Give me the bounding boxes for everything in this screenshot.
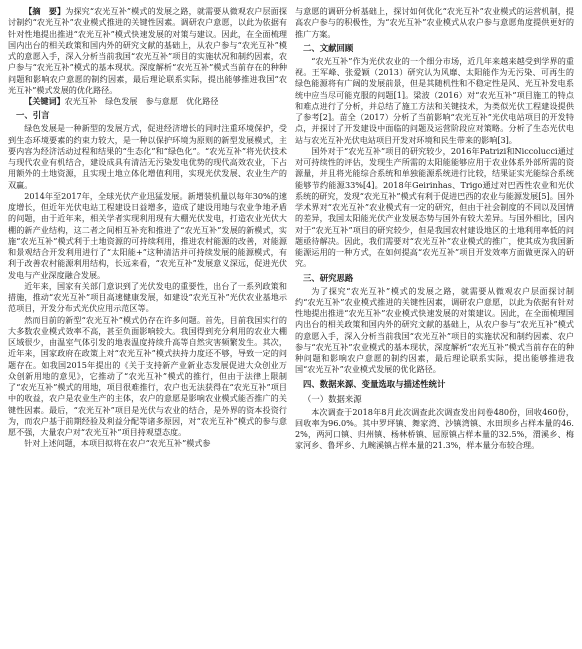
left-column xyxy=(8,6,287,645)
abstract-label: 【摘 要】 xyxy=(24,6,66,16)
intro-paragraph-4: 然而目前的新型“农光互补”模式仍存在许多问题。首先，目前我国实行的大多数农业模式效率不高，甚至负面影响较大。我国得到充分利用的农业大棚区域很少，由温室气体引发的地表温度持续升高等自然灾害频繁发生。其次，近年来，国家政府在政策上对“农光互补”模式扶持力度还不够，导致一定的问题存在。如我国2015年提出的《关于支持新产业新业态发展促进大众创业万众创新用地的意见》，它推动了“农光互补”模式的推行，但由于法律上限制了“农光互补”模式的用地，项目很难推行，农户也无法获得在“农光互补”项目中的收益，农户是农业生产的主体，农户的意愿是影响农业模式能否推广的关键性因素。最后，“农光互补”项目是光伏与农业的结合，是外界的资本投资行为，而农户基于前期经验及利益分配等诸多原因，对“农光互补”模式的参与意愿不强，大量农户对“农光互补”项目持观望态度。 xyxy=(8,314,287,437)
data-source-paragraph-1: 本次调查于2018年8月此次调查此次调查发出问卷480份，回收460份，回收率为96.0%。其中罗坪镇、舞家湾、沙镇湾镇、水田坝乡占样本量的46.2%，两河口镇、归州镇、杨林桥镇、屈原镇占样本量的32.5%，渭溪乡、梅家河乡、鲁坪乡、九畹溪镇占样本量的21.3%，样本量分布较合理。 xyxy=(295,406,574,451)
review-paragraph-1: “农光互补”作为光伏农业的一个细分市场，近几年来越来越受到学界的重视。王军峰、张爱颖（2013）研究认为风靡、太阳能作为无污染、可再生的绿色能源将有广阔的发展前景，但是其随机性和不稳定性是风、光互补发电系统中应当尽可能克服的问题[1]。梁波（2016）对“农光互补”项目施工的特点和难点进行了分析，并总结了施工方法和关键技术，为类似光伏工程建设提供了参考[2]。苗全（2017）分析了当前影响“农光互补”光伏电站项目的开发特点，并探讨了开发建设中面临的问题及运营阶段应对策略。分析了生态光伏电站与农光互补光伏电站项目开发对环境和民生带来的影响[3]。 xyxy=(295,55,574,145)
subsection-heading-data-source: （一）数据来源 xyxy=(303,393,362,404)
section-heading-research-approach: 三、研究思路 xyxy=(303,272,354,283)
section-heading-data-sources: 四、数据来源、变量选取与描述性统计 xyxy=(303,378,446,389)
section-heading-literature-review: 二、文献回顾 xyxy=(303,42,354,53)
intro-paragraph-2: 2014年至2017年，全球光伏产业迅猛发展。新增装机量以每年30%的速度增长，但近年光伏电站工程建设日益增多，造成了建设用地与农业争地矛盾的问题，由于近年来，相关学者实现利用现有大棚光伏发电，打造农业光伏大棚的新产业结构，这二者之间相互补充和推进了“农光互补”发展的新模式，实施“农光互补”模式利于土地资源的可持续利用，推进农村能源的改善，对能源和景观结合开发利用进行了“太阳能+”这种清洁并可持续发展的能源模式，有利于改善农村能源利用结构，长远来看，“农光互补”发展意义深远，促进光伏发电与产业深度融合发展。 xyxy=(8,190,287,280)
abstract-paragraph xyxy=(8,6,287,96)
intro-paragraph-5: 针对上述问题，本项目拟将在农户“农光互补”模式参 xyxy=(24,438,211,449)
two-column-layout xyxy=(8,6,574,645)
right-column xyxy=(295,6,574,645)
keywords-paragraph xyxy=(8,96,287,107)
keywords-label: 【关键词】 xyxy=(24,96,65,106)
review-paragraph-2: 国外对于“农光互补”项目的研究较少，2016年Patrizi和Niccolucci通过对可持续性的评估，发现生产所需的太阳能能够应用于农业体系外部所需的资源量，并且将光能综合系统和单独能源系统进行比较，结果证实光能综合系统能够节约能源33%[4]。2018年Geirinhas、Trigo通过对巴西性农业和光伏系统的研究，发现“农光互补”模式有利于促进巴西的农业与能源发展[5]。国外学术界对“农光互补”农业模式有一定的研究，但由于社会制度的不同以及国情的差异，我国太阳能光伏产业发展态势与国外有较大差异。与国外相比，国内对于“农光互补”项目的研究较少，但是我国农村建设地区的土地利用率低的问题亟待解决。因此，我们需要对“农光互补”农业模式的推广，使其成为我国新能源运用的一种方式，在如何提高“农光互补”项目开发效率方面做更深入的研究。 xyxy=(295,145,574,269)
keywords-text: 农光互补 绿色发展 参与意愿 优化路径 xyxy=(64,96,219,106)
intro-continued-paragraph: 与意愿的调研分析基础上，探讨如何优化“农光互补”农业模式的运营机制，提高农户参与的积极性，为“农光互补”农业模式从农户参与意愿角度提供更好的推广方案。 xyxy=(295,6,574,39)
intro-paragraph-1: 绿色发展是一种新型的发展方式，促进经济增长的同时注重环境保护，受到生态环境要素的约束力较大，是一种以保护环境为原则的新型发展模式，主要内容为经济活动过程和结果的“生态化”和“绿色化”。“农光互补”将光伏技术与现代农业有机结合，建设成具有清洁无污染发电优势的现代高效农业，下占用额外的土地资源，且实现土地立体化增值利用，实现光伏发展、农业生产的双赢。 xyxy=(8,123,287,190)
approach-paragraph-1: 为了探究“农光互补”模式的发展之路，就需要从微观农户层面探讨制约“农光互补”农业模式推进的关键性因素，调研农户意愿，以此为依据有针对性地提出推进“农光互补”农业模式快速发展的对策建议。因此，在全面梳理国内出台的相关政策和国内外的研究文献的基础上，从农户参与“农光互补”模式的意愿入手，深入分析当前我国“农光互补”项目的实施状况和制约因素、农户参与“农光互补”农业模式的基本现状，深度解析“农光互补”模式当前存在的种种问题和影响农户意愿的制约因素，最后理论联系实际，提出能够推进我国“农光互补”农业模式发展的优化路径。 xyxy=(295,285,574,375)
abstract-text: 为探究“农光互补”模式的发展之路，就需要从微观农户层面探讨制约“农光互补”农业模式推进的关键性因素。调研农户意愿，以此为依据有针对性地提出推进“农光互补”模式快速发展的对策与建议。因此，在全面梳理国内出台的相关政策和国内外的研究文献的基础上，从农户参与“农光互补”模式的意愿入手，深入分析当前我国“农光互补”项目的实施状况和制约因素，农户参与“农光互补”模式的基本现状。深度解析“农光互补”模式当前存在的种种问题和影响农户意愿的制约因素，最后理论联系实际，提出能够推进我国“农光互补”模式发展的优化路径。 xyxy=(8,6,287,95)
intro-paragraph-3: 近年来，国家有关部门意识到了光伏发电的重要性，出台了一系列政策和措施，推动“农光互补”项目高速健康发展，如建设“农光互补”光伏农业基地示范项目，开发分布式光伏应用示范区等。 xyxy=(8,280,287,314)
section-heading-introduction: 一、引言 xyxy=(16,110,50,121)
